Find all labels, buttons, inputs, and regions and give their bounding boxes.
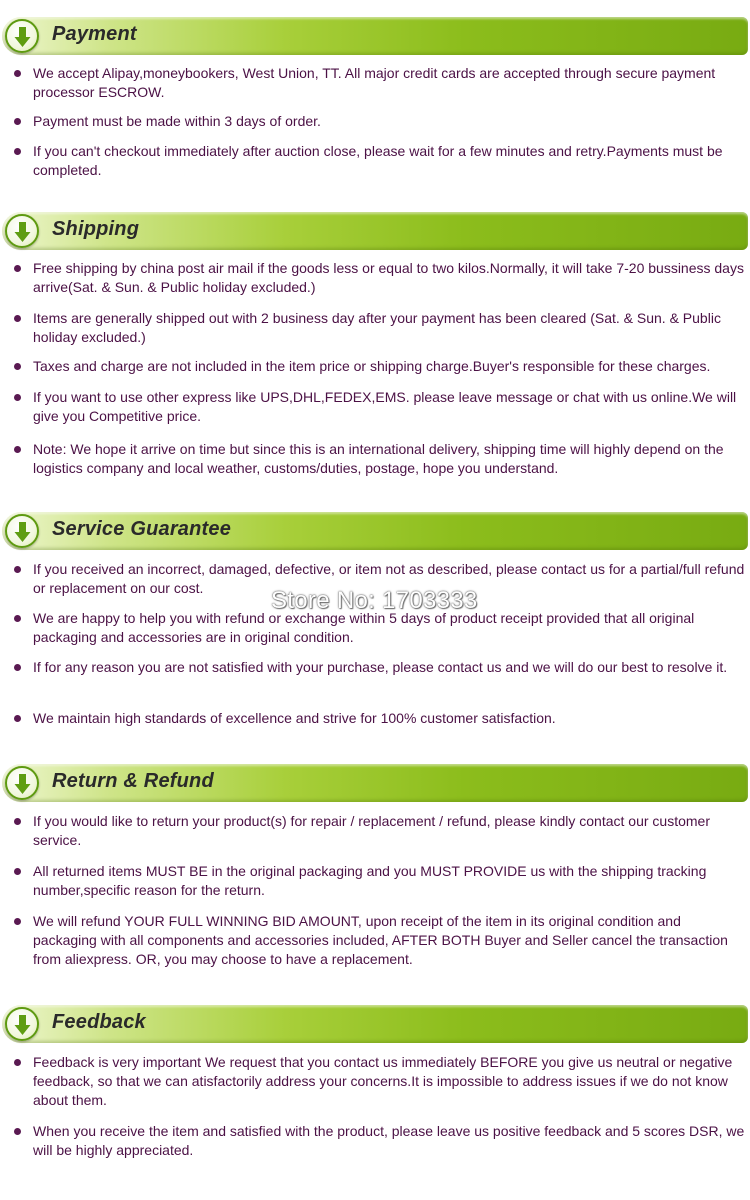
section-title: Payment <box>52 23 137 45</box>
section-banner <box>2 212 748 250</box>
section-feedback <box>0 1005 750 1043</box>
list-item: Payment must be made within 3 days of order. <box>0 112 750 131</box>
bullet-icon <box>14 918 21 925</box>
list-item: We accept Alipay,moneybookers, West Union, TT. All major credit cards are accepted through secure payment processor ESCROW. <box>0 64 750 102</box>
bullet-icon <box>14 363 21 370</box>
bullet-icon <box>14 1059 21 1066</box>
bullet-icon <box>14 664 21 671</box>
list-item: We will refund YOUR FULL WINNING BID AMOUNT, upon receipt of the item in its original condition and packaging with all components and accessories included, AFTER BOTH Buyer and Seller cancel the transaction from aliexpress. OR, you may choose to have a replacement. <box>0 912 750 969</box>
bullet-icon <box>14 566 21 573</box>
arrow-down-icon <box>5 19 39 53</box>
section-banner <box>2 1005 748 1043</box>
section-title: Shipping <box>52 218 140 240</box>
list-item: If you would like to return your product(s) for repair / replacement / refund, please kindly contact our customer service. <box>0 812 750 850</box>
section-return-refund <box>0 764 750 802</box>
bullet-icon <box>14 446 21 453</box>
section-payment <box>0 17 750 55</box>
bullet-icon <box>14 118 21 125</box>
list-item: If you can't checkout immediately after auction close, please wait for a few minutes and retry.Payments must be completed. <box>0 142 750 180</box>
arrow-down-icon <box>5 766 39 800</box>
bullet-icon <box>14 868 21 875</box>
section-title: Feedback <box>52 1011 146 1033</box>
list-item: Taxes and charge are not included in the item price or shipping charge.Buyer's responsible for these charges. <box>0 357 750 376</box>
section-title: Service Guarantee <box>52 518 232 540</box>
list-item: Free shipping by china post air mail if the goods less or equal to two kilos.Normally, it will take 7-20 bussiness days arrive(Sat. & Sun. & Public holiday excluded.) <box>0 259 750 297</box>
bullet-icon <box>14 818 21 825</box>
section-title: Return & Refund <box>52 770 214 792</box>
list-item: All returned items MUST BE in the original packaging and you MUST PROVIDE us with the shipping tracking number,specific reason for the return. <box>0 862 750 900</box>
list-item: We maintain high standards of excellence and strive for 100% customer satisfaction. <box>0 709 750 728</box>
section-service-guarantee <box>0 512 750 550</box>
bullet-icon <box>14 615 21 622</box>
bullet-icon <box>14 315 21 322</box>
list-item: Note: We hope it arrive on time but since this is an international delivery, shipping time will highly depend on the logistics company and local weather, customs/duties, postage, hope you understand. <box>0 440 750 478</box>
bullet-icon <box>14 394 21 401</box>
list-item: When you receive the item and satisfied with the product, please leave us positive feedback and 5 scores DSR, we will be highly appreciated. <box>0 1122 750 1160</box>
list-item: If for any reason you are not satisfied with your purchase, please contact us and we will do our best to resolve it. <box>0 658 750 677</box>
arrow-down-icon <box>5 514 39 548</box>
section-banner <box>2 512 748 550</box>
list-item: If you want to use other express like UPS,DHL,FEDEX,EMS. please leave message or chat with us online.We will give you Competitive price. <box>0 388 750 426</box>
bullet-icon <box>14 1128 21 1135</box>
store-number-watermark: Store No: 1703333 <box>271 587 478 614</box>
bullet-icon <box>14 70 21 77</box>
arrow-down-icon <box>5 1007 39 1041</box>
arrow-down-icon <box>5 214 39 248</box>
list-item: We are happy to help you with refund or exchange within 5 days of product receipt provided that all original packaging and accessories are in original condition. <box>0 609 750 647</box>
list-item: If you received an incorrect, damaged, defective, or item not as described, please contact us for a partial/full refund or replacement on our cost. <box>0 560 750 598</box>
list-item: Items are generally shipped out with 2 business day after your payment has been cleared (Sat. & Sun. & Public holiday excluded.) <box>0 309 750 347</box>
bullet-icon <box>14 148 21 155</box>
bullet-icon <box>14 715 21 722</box>
bullet-icon <box>14 265 21 272</box>
section-banner <box>2 17 748 55</box>
section-banner <box>2 764 748 802</box>
list-item: Feedback is very important We request that you contact us immediately BEFORE you give us neutral or negative feedback, so that we can atisfactorily address your concerns.It is impossible to address issues if we do not know about them. <box>0 1053 750 1110</box>
section-shipping <box>0 212 750 250</box>
